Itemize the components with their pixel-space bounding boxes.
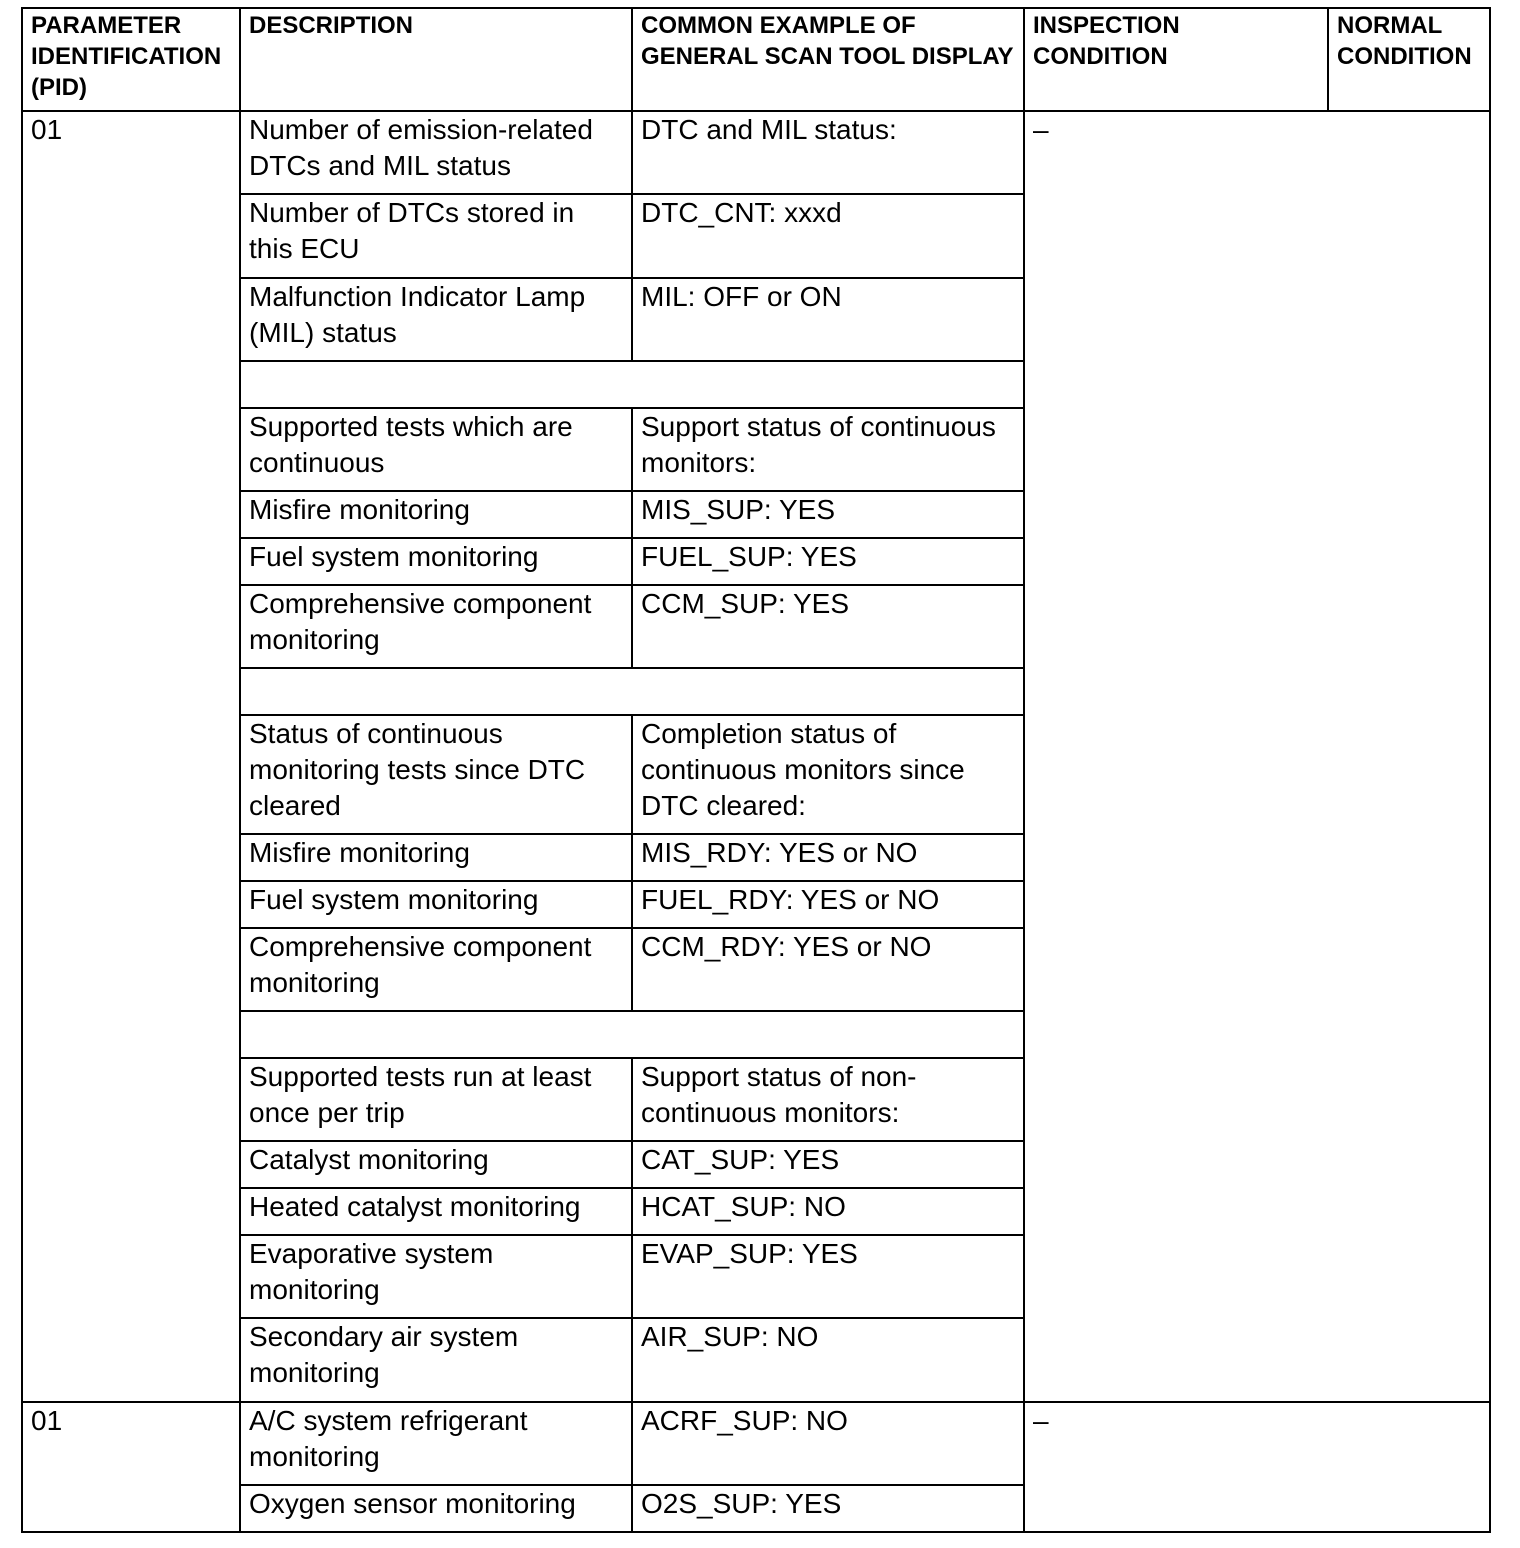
display-cell: FUEL_RDY: YES or NO xyxy=(632,881,1024,928)
description-cell: Status of continuous monitoring tests since DTC cleared xyxy=(240,715,632,834)
description-cell: Number of DTCs stored in this ECU xyxy=(240,194,632,278)
description-cell: Evaporative system monitoring xyxy=(240,1235,632,1318)
header-description: DESCRIPTION xyxy=(240,8,632,111)
empty-cell xyxy=(240,361,1024,408)
display-cell: MIL: OFF or ON xyxy=(632,278,1024,361)
display-cell: O2S_SUP: YES xyxy=(632,1485,1024,1532)
condition-cell xyxy=(1024,111,1490,1402)
description-cell: Heated catalyst monitoring xyxy=(240,1188,632,1235)
display-cell: MIS_SUP: YES xyxy=(632,491,1024,538)
description-cell: Fuel system monitoring xyxy=(240,538,632,585)
display-cell: CCM_RDY: YES or NO xyxy=(632,928,1024,1011)
pid-cell: 01 xyxy=(22,111,240,1402)
header-row xyxy=(22,8,1490,111)
display-cell: FUEL_SUP: YES xyxy=(632,538,1024,585)
header-pid: PARAMETER IDENTIFICATION (PID) xyxy=(22,8,240,111)
description-cell: Number of emission-related DTCs and MIL status xyxy=(240,111,632,194)
display-cell: CCM_SUP: YES xyxy=(632,585,1024,668)
display-cell: CAT_SUP: YES xyxy=(632,1141,1024,1188)
description-cell: Misfire monitoring xyxy=(240,491,632,538)
display-cell: MIS_RDY: YES or NO xyxy=(632,834,1024,881)
description-cell: Supported tests which are continuous xyxy=(240,408,632,491)
condition-cell xyxy=(1024,1402,1490,1532)
pid-cell: 01 xyxy=(22,1402,240,1532)
display-cell: Completion status of continuous monitors since DTC cleared: xyxy=(632,715,1024,834)
display-cell: AIR_SUP: NO xyxy=(632,1318,1024,1402)
display-cell: Support status of continuous monitors: xyxy=(632,408,1024,491)
table-row xyxy=(22,111,1490,194)
description-cell: Catalyst monitoring xyxy=(240,1141,632,1188)
header-inspection: INSPECTION CONDITION xyxy=(1024,8,1328,111)
table-row xyxy=(22,1402,1490,1485)
empty-cell xyxy=(240,668,1024,715)
pid-table xyxy=(21,7,1491,1533)
description-cell: Misfire monitoring xyxy=(240,834,632,881)
display-cell: ACRF_SUP: NO xyxy=(632,1402,1024,1485)
display-cell: DTC_CNT: xxxd xyxy=(632,194,1024,278)
display-cell: DTC and MIL status: xyxy=(632,111,1024,194)
display-cell: EVAP_SUP: YES xyxy=(632,1235,1024,1318)
header-normal: NORMAL CONDITION xyxy=(1328,8,1490,111)
description-cell: Supported tests run at least once per trip xyxy=(240,1058,632,1141)
description-cell: Secondary air system monitoring xyxy=(240,1318,632,1402)
description-cell: Comprehensive component monitoring xyxy=(240,585,632,668)
condition-dash: – xyxy=(1033,114,1049,145)
description-cell: A/C system refrigerant monitoring xyxy=(240,1402,632,1485)
empty-cell xyxy=(240,1011,1024,1058)
description-cell: Comprehensive component monitoring xyxy=(240,928,632,1011)
condition-dash: – xyxy=(1033,1405,1049,1436)
display-cell: HCAT_SUP: NO xyxy=(632,1188,1024,1235)
header-display: COMMON EXAMPLE OF GENERAL SCAN TOOL DISPLAY xyxy=(632,8,1024,111)
display-cell: Support status of non-continuous monitors: xyxy=(632,1058,1024,1141)
description-cell: Oxygen sensor monitoring xyxy=(240,1485,632,1532)
description-cell: Malfunction Indicator Lamp (MIL) status xyxy=(240,278,632,361)
description-cell: Fuel system monitoring xyxy=(240,881,632,928)
